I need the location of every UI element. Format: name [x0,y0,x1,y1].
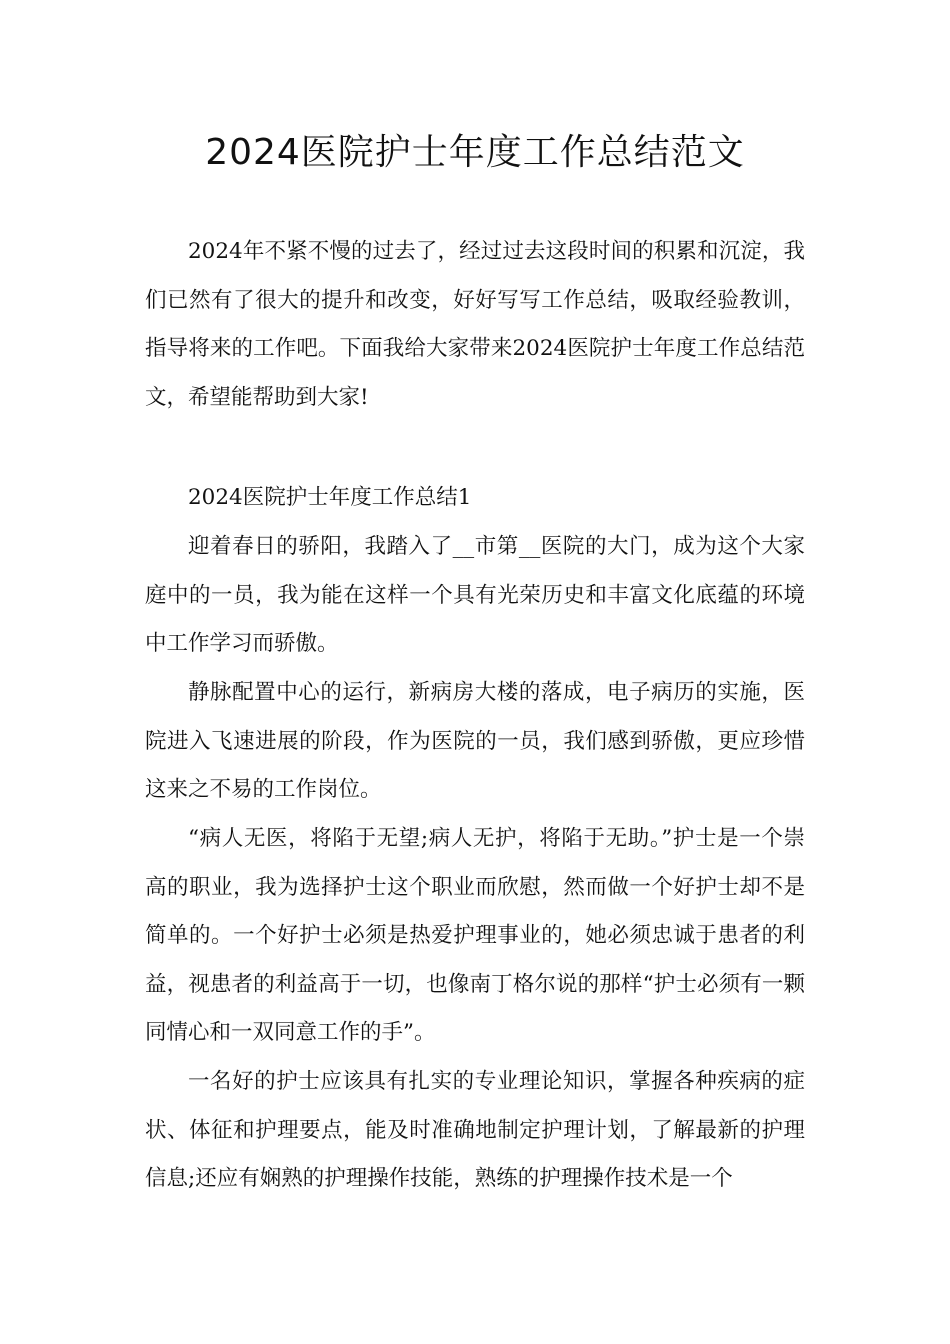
body-paragraph: “病人无医，将陷于无望;病人无护，将陷于无助。”护士是一个崇高的职业，我为选择护士这个职业而欣慰，然而做一个好护士却不是简单的。一个好护士必须是热爱护理事业的，她必须忠诚于患者的利益，视患者的利益高于一切，也像南丁格尔说的那样“护士必须有一颗同情心和一双同意工作的手”。 [145,826,805,1045]
section-heading: 2024医院护士年度工作总结1 [188,485,472,510]
intro-paragraph: 2024年不紧不慢的过去了，经过过去这段时间的积累和沉淀，我们已然有了很大的提升和改变，好好写写工作总结，吸取经验教训，指导将来的工作吧。下面我给大家带来2024医院护士年度工作总结范文，希望能帮助到大家! [145,239,805,410]
document-title: 2024医院护士年度工作总结范文 [205,132,745,173]
body-paragraph: 静脉配置中心的运行，新病房大楼的落成，电子病历的实施，医院进入飞速进展的阶段，作为医院的一员，我们感到骄傲，更应珍惜这来之不易的工作岗位。 [145,680,805,802]
body-paragraph: 迎着春日的骄阳，我踏入了__市第__医院的大门，成为这个大家庭中的一员，我为能在这样一个具有光荣历史和丰富文化底蕴的环境中工作学习而骄傲。 [145,534,805,656]
body-paragraph: 一名好的护士应该具有扎实的专业理论知识，掌握各种疾病的症状、体征和护理要点，能及时准确地制定护理计划，了解最新的护理信息;还应有娴熟的护理操作技能，熟练的护理操作技术是一个 [145,1069,805,1191]
